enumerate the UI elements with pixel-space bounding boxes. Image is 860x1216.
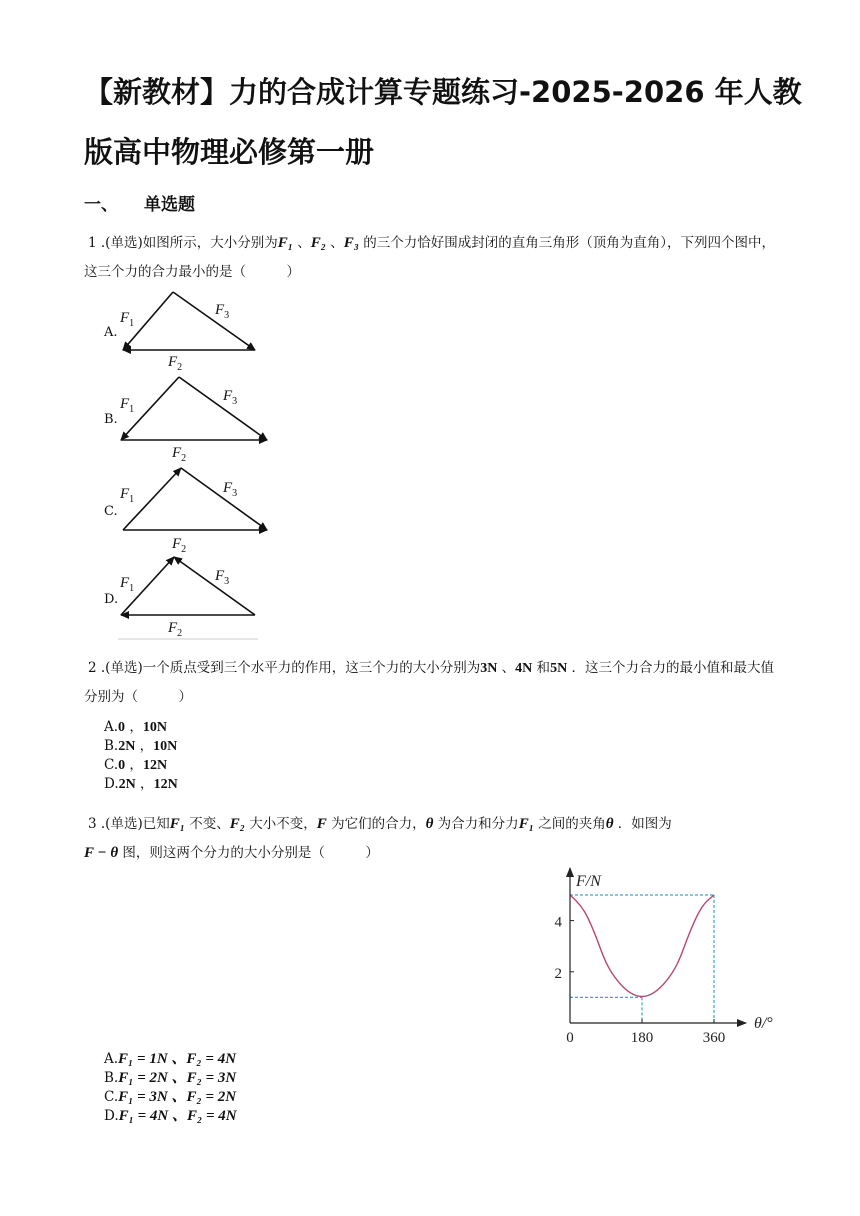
label-f1: $F_1$ [120,396,135,415]
q2-sep: 和 [532,660,551,676]
q1-sym-f1: F₁ [277,235,293,251]
x-axis-label: θ/° [754,1015,773,1032]
q1-sep: 、 [292,235,311,251]
question-2 [84,654,784,712]
q1-option-a-letter: A. [104,325,118,340]
q2-prefix: 2 .(单选)一个质点受到三个水平力的作用，这三个力的大小分别为 [88,660,481,676]
option-letter: D. [104,1108,119,1124]
q3-sym-f: F [316,816,327,832]
q1-option-d-letter: D. [104,592,119,607]
q2-option-c[interactable] [104,756,178,775]
q1-prefix: 1 .(单选)如图所示，大小分别为 [88,235,278,251]
label-f3: $F_3$ [223,388,238,407]
q3-option-a[interactable] [104,1050,237,1069]
q1-suffix: 的三个力恰好围成封闭的直角三角形（顶角为直角），下列四个图中，这三个力的合力最小的是（ ） [84,235,776,280]
option-max: 12N [142,758,168,773]
option-letter: B. [104,1070,119,1086]
q3-text: ．如图为 [613,816,672,832]
page-title: 【新教材】力的合成计算专题练习-2025-2026 年人教版高中物理必修第一册 [84,75,802,169]
q2-value-1: 3N [480,661,498,676]
option-sep: ， [135,776,154,792]
label-f3: $F_3$ [223,480,238,499]
q3-prefix: 3 .(单选)已知 [88,816,170,832]
option-letter: C. [104,757,119,773]
chart-series-line [570,895,714,996]
q2-option-a[interactable] [104,718,178,737]
q3-text: 不变、 [184,816,230,832]
label-f1: $F_1$ [120,575,135,594]
option-min: 2N [118,739,136,754]
q3-text: 大小不变， [244,816,317,832]
y-tick-label: 4 [554,914,562,931]
x-tick-label: 360 [702,1030,726,1046]
question-1 [84,229,784,287]
q3-text: 之间的夹角 [533,816,606,832]
x-tick-label: 180 [630,1030,654,1046]
q3-sym-f-theta: F − θ [84,845,119,861]
question-3 [84,810,784,868]
q1-sym-f3: F₃ [343,235,360,251]
q1-option-b-letter: B. [104,412,118,427]
q1-option-c-letter: C. [104,504,118,519]
section-heading [84,190,195,215]
q3-text: 为合力和分力 [433,816,519,832]
triangle-a-f3 [173,292,255,350]
q3-option-d[interactable] [104,1107,237,1126]
q2-option-d[interactable] [104,775,178,794]
y-tick-label: 2 [554,965,562,982]
q3-sym-f2: F₂ [229,816,245,832]
x-tick-label: 0 [566,1030,574,1046]
label-f2: $F_2$ [168,354,183,373]
option-letter: D. [104,776,119,792]
q3-text: 图，则这两个分力的大小分别是（ ） [118,845,379,861]
option-text: F₁ = 1N 、F₂ = 4N [118,1051,237,1067]
q1-sep: 、 [325,235,344,251]
option-letter: A. [104,719,119,735]
q1-sym-f2: F₂ [310,235,326,251]
triangle-c-f3 [181,468,267,530]
option-sep: ， [125,719,143,735]
option-max: 12N [153,777,178,792]
q3-options [104,1050,237,1126]
q1-triangle-figures [0,280,300,645]
option-sep: ， [125,757,143,773]
q3-option-c[interactable] [104,1088,237,1107]
q3-sym-theta: θ [425,816,434,832]
q2-sep: 、 [497,660,516,676]
q3-text: 为它们的合力， [326,816,426,832]
label-f3: $F_3$ [215,302,230,321]
option-text: F₁ = 2N 、F₂ = 3N [118,1070,237,1086]
q2-options [104,718,178,794]
option-max: 10N [153,739,178,754]
triangle-b-f3 [179,377,267,440]
q2-value-3: 5N [550,661,568,676]
option-sep: ， [135,738,154,754]
option-text: F₁ = 4N 、F₂ = 4N [118,1108,237,1124]
option-min: 0 [118,758,126,773]
option-max: 10N [142,720,167,735]
q3-sym-f1: F₁ [518,816,534,832]
q3-sym-f1: F₁ [169,816,185,832]
option-min: 0 [118,720,126,735]
q3-sym-theta: θ [605,816,614,832]
triangle-d-f3 [174,557,255,615]
q3-f-theta-chart [540,864,800,1050]
y-axis-label: F/N [576,873,601,890]
section-number: 一、 [84,195,118,215]
option-min: 2N [118,777,136,792]
option-letter: A. [104,1051,119,1067]
label-f1: $F_1$ [120,486,135,505]
q2-suffix: ．这三个力合力的最小值和最大值分别为（ ） [84,660,774,705]
option-text: F₁ = 3N 、F₂ = 2N [118,1089,237,1105]
q2-option-b[interactable] [104,737,178,756]
label-f2: $F_2$ [172,445,187,464]
q2-value-2: 4N [515,661,533,676]
q3-option-b[interactable] [104,1069,237,1088]
label-f2: $F_2$ [172,536,187,555]
section-label: 单选题 [144,195,195,215]
label-f1: $F_1$ [120,310,135,329]
option-letter: C. [104,1089,119,1105]
option-letter: B. [104,738,119,754]
label-f2: $F_2$ [168,620,183,639]
label-f3: $F_3$ [215,568,230,587]
